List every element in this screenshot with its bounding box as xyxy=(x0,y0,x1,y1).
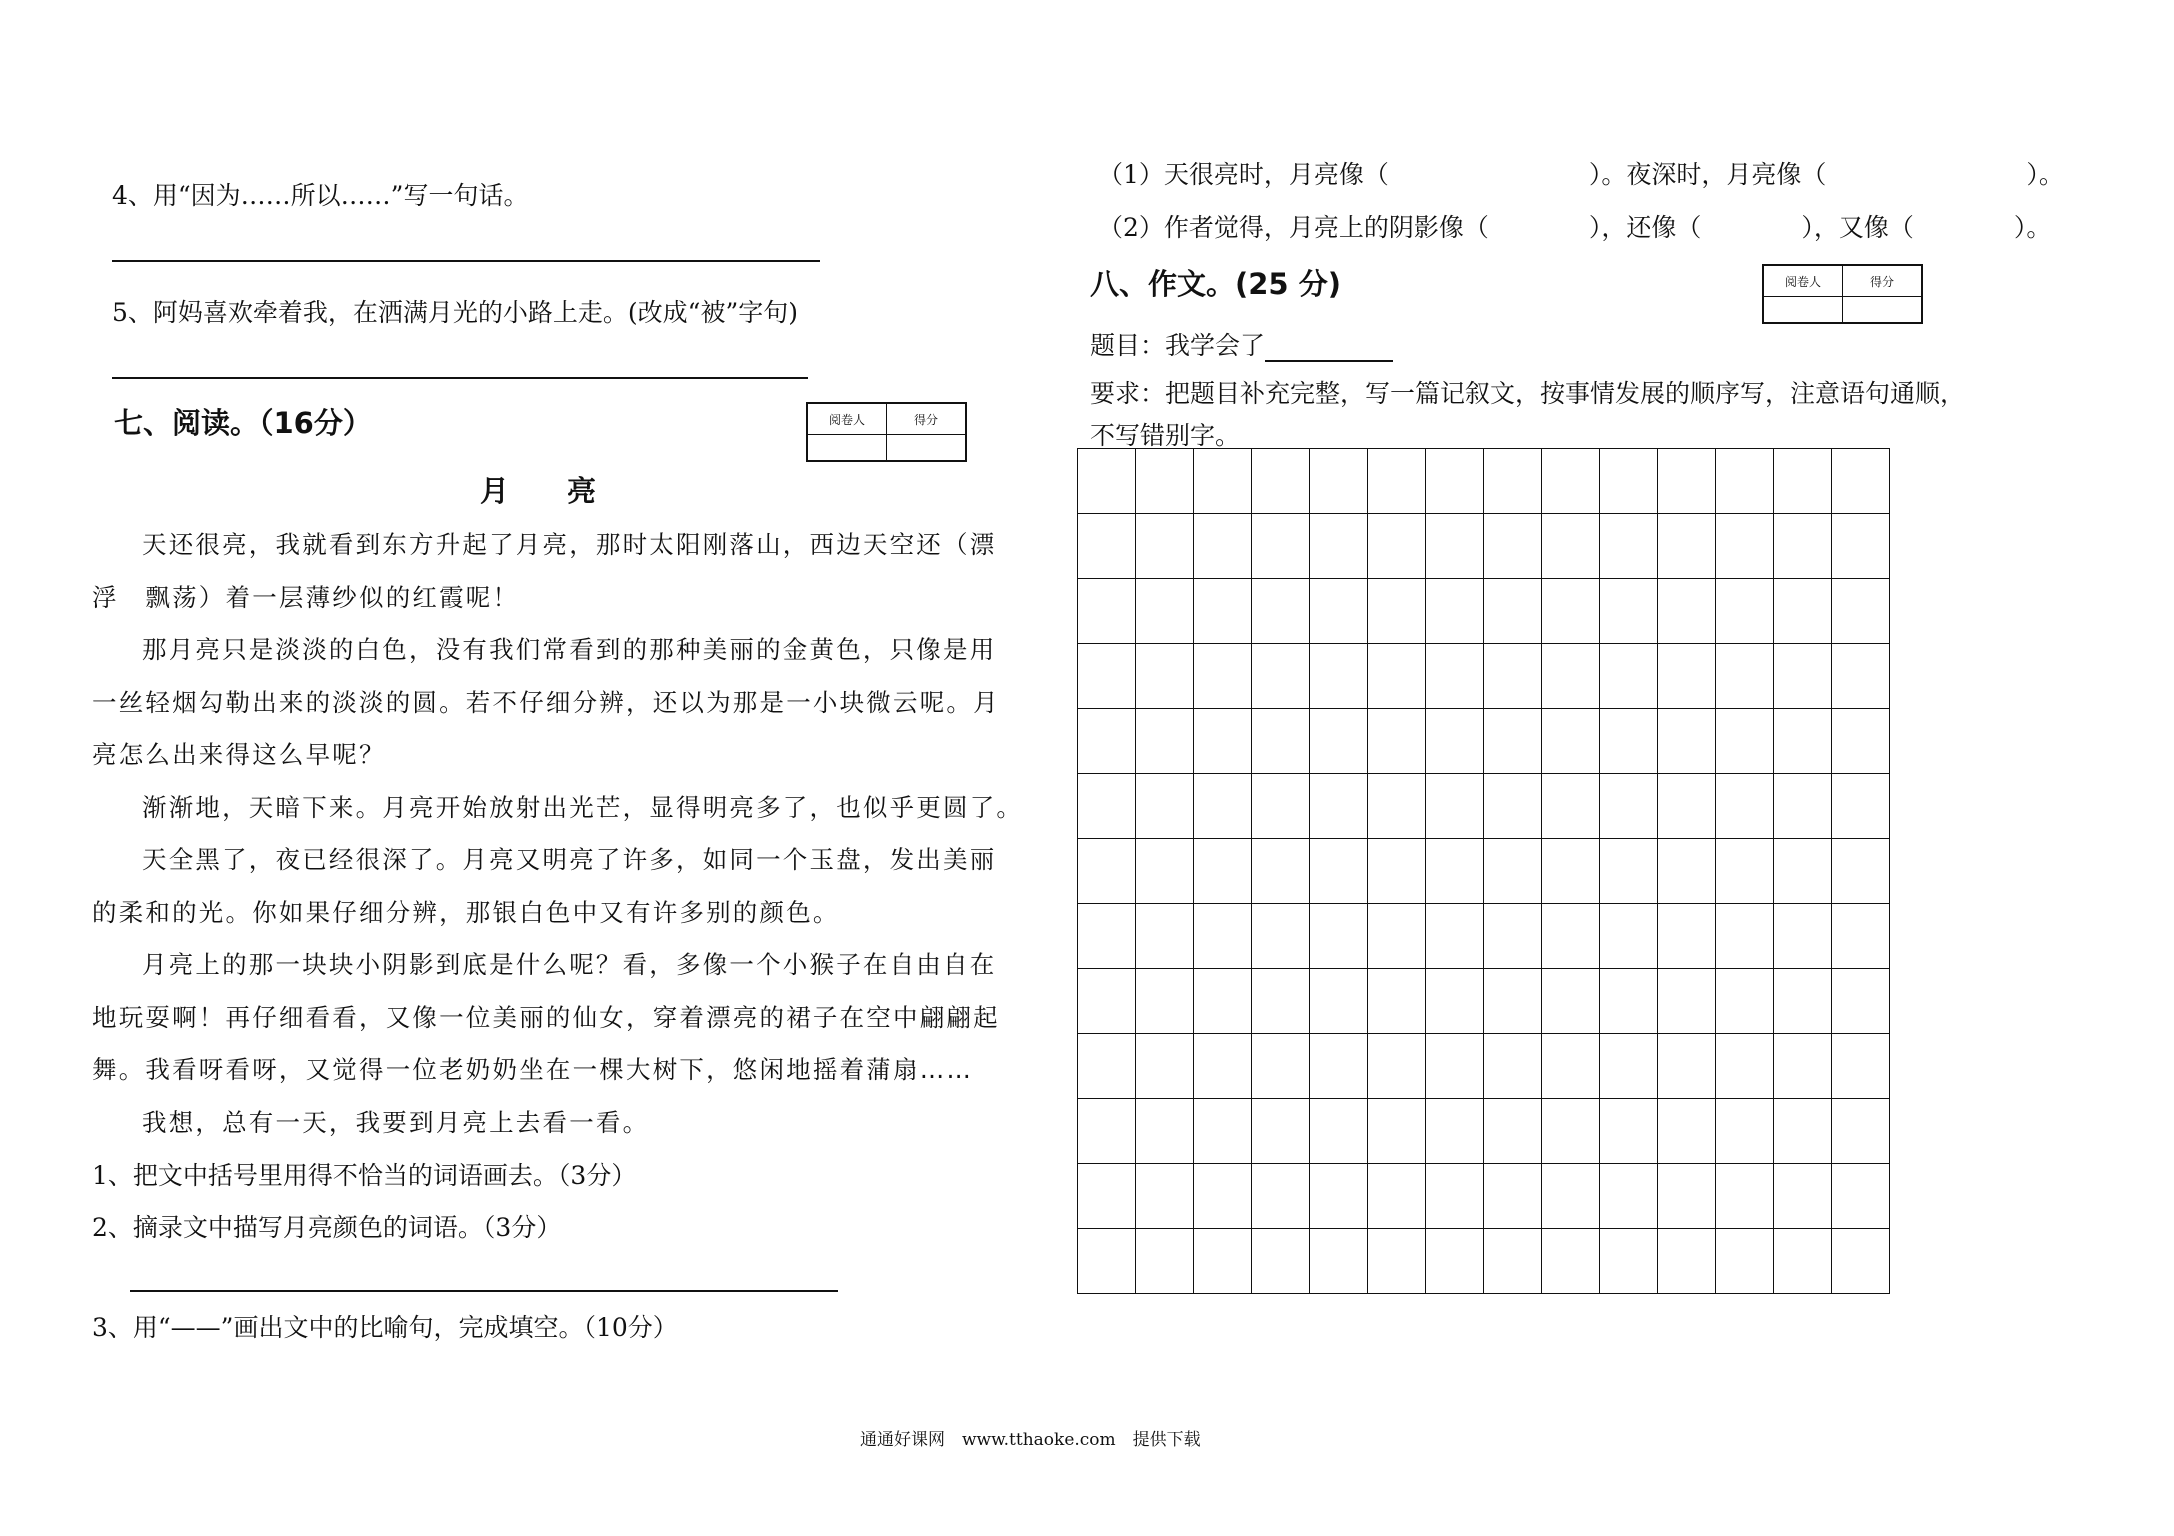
composition-grid xyxy=(1077,448,1890,1294)
paragraph-line: 一丝轻烟勾勒出来的淡淡的圆。若不仔细分辨，还以为那是一小块微云呢。月 xyxy=(92,688,1000,717)
grid-cell xyxy=(1368,579,1426,644)
grid-cell xyxy=(1542,709,1600,774)
grid-cell xyxy=(1194,1164,1252,1229)
grid-cell xyxy=(1600,449,1658,514)
grid-cell xyxy=(1832,709,1890,774)
grid-cell xyxy=(1078,579,1136,644)
grid-cell xyxy=(1716,904,1774,969)
grid-cell xyxy=(1252,969,1310,1034)
grid-cell xyxy=(1542,644,1600,709)
grid-cell xyxy=(1484,644,1542,709)
grid-cell xyxy=(1832,1164,1890,1229)
section-7-heading: 七、阅读。（16分） xyxy=(114,406,372,440)
fill-in-2: （2）作者觉得，月亮上的阴影像（ ），还像（ ），又像（ ）。 xyxy=(1098,213,2052,242)
grid-cell xyxy=(1832,1034,1890,1099)
grid-cell xyxy=(1078,774,1136,839)
grid-cell xyxy=(1194,449,1252,514)
grid-cell xyxy=(1078,1034,1136,1099)
grid-row xyxy=(1078,1229,1890,1294)
grid-cell xyxy=(1078,969,1136,1034)
footer-credit: 通通好课网 www.tthaoke.com 提供下载 xyxy=(860,1430,1201,1450)
grid-cell xyxy=(1484,969,1542,1034)
grid-row xyxy=(1078,774,1890,839)
grid-cell xyxy=(1484,904,1542,969)
grid-cell xyxy=(1774,644,1832,709)
grid-cell xyxy=(1658,774,1716,839)
grid-cell xyxy=(1484,1034,1542,1099)
grid-cell xyxy=(1658,709,1716,774)
grid-cell xyxy=(1078,644,1136,709)
grid-cell xyxy=(1426,579,1484,644)
grid-cell xyxy=(1600,709,1658,774)
grid-cell xyxy=(1078,1099,1136,1164)
grid-cell xyxy=(1194,969,1252,1034)
score-box-composition xyxy=(1762,264,1923,324)
grid-cell xyxy=(1252,904,1310,969)
grid-cell xyxy=(1774,1099,1832,1164)
grid-row xyxy=(1078,969,1890,1034)
reviewer-cell xyxy=(807,435,887,462)
requirement-line-1: 要求：把题目补充完整，写一篇记叙文，按事情发展的顺序写，注意语句通顺， xyxy=(1090,379,1966,408)
grid-cell xyxy=(1136,904,1194,969)
grid-cell xyxy=(1368,709,1426,774)
grid-cell xyxy=(1136,969,1194,1034)
grid-cell xyxy=(1252,1099,1310,1164)
grid-cell xyxy=(1716,1229,1774,1294)
grid-cell xyxy=(1774,774,1832,839)
grid-cell xyxy=(1194,579,1252,644)
grid-cell xyxy=(1484,449,1542,514)
grid-cell xyxy=(1542,1034,1600,1099)
grid-cell xyxy=(1078,839,1136,904)
grid-cell xyxy=(1832,969,1890,1034)
grid-cell xyxy=(1658,1099,1716,1164)
grid-cell xyxy=(1658,449,1716,514)
grid-cell xyxy=(1716,1099,1774,1164)
grid-cell xyxy=(1774,514,1832,579)
grid-cell xyxy=(1252,1164,1310,1229)
grid-cell xyxy=(1252,1229,1310,1294)
grid-cell xyxy=(1310,904,1368,969)
paragraph-line: 浮 飘荡）着一层薄纱似的红霞呢！ xyxy=(92,583,520,612)
grid-cell xyxy=(1484,514,1542,579)
grid-cell xyxy=(1716,1164,1774,1229)
paragraph-line: 月亮上的那一块块小阴影到底是什么呢？看，多像一个小猴子在自由自在 xyxy=(142,950,997,979)
paragraph-line: 那月亮只是淡淡的白色，没有我们常看到的那种美丽的金黄色，只像是用 xyxy=(142,635,997,664)
grid-cell xyxy=(1832,449,1890,514)
section-8-heading: 八、作文。(25 分) xyxy=(1090,267,1341,301)
reviewer-cell xyxy=(1763,297,1843,324)
grid-cell xyxy=(1600,1034,1658,1099)
grid-cell xyxy=(1310,1164,1368,1229)
grid-cell xyxy=(1136,774,1194,839)
grid-cell xyxy=(1484,1099,1542,1164)
grid-cell xyxy=(1600,1229,1658,1294)
grid-cell xyxy=(1658,904,1716,969)
grid-cell xyxy=(1310,1229,1368,1294)
grid-cell xyxy=(1310,1099,1368,1164)
grid-cell xyxy=(1136,1099,1194,1164)
grid-cell xyxy=(1832,1099,1890,1164)
grid-cell xyxy=(1484,774,1542,839)
grid-cell xyxy=(1716,449,1774,514)
composition-topic xyxy=(1090,326,1393,362)
grid-cell xyxy=(1426,904,1484,969)
grid-cell xyxy=(1774,969,1832,1034)
grid-cell xyxy=(1774,904,1832,969)
question-5: 5、阿妈喜欢牵着我，在洒满月光的小路上走。(改成“被”字句) xyxy=(112,298,798,327)
grid-cell xyxy=(1774,1164,1832,1229)
topic-text: 题目：我学会了 xyxy=(1090,331,1266,360)
answer-line-4 xyxy=(112,260,820,262)
grid-row xyxy=(1078,709,1890,774)
grid-cell xyxy=(1832,839,1890,904)
grid-row xyxy=(1078,904,1890,969)
grid-cell xyxy=(1600,1099,1658,1164)
grid-cell xyxy=(1310,774,1368,839)
grid-cell xyxy=(1310,579,1368,644)
grid-cell xyxy=(1136,1229,1194,1294)
paragraph-line: 的柔和的光。你如果仔细分辨，那银白色中又有许多别的颜色。 xyxy=(92,898,840,927)
grid-cell xyxy=(1368,1164,1426,1229)
grid-cell xyxy=(1600,514,1658,579)
grid-cell xyxy=(1136,449,1194,514)
reading-question-1: 1、把文中括号里用得不恰当的词语画去。（3分） xyxy=(92,1161,637,1190)
grid-cell xyxy=(1658,579,1716,644)
grid-cell xyxy=(1136,839,1194,904)
reviewer-label: 阅卷人 xyxy=(1763,265,1843,297)
grid-cell xyxy=(1484,709,1542,774)
grid-cell xyxy=(1310,644,1368,709)
grid-cell xyxy=(1600,904,1658,969)
grid-cell xyxy=(1832,514,1890,579)
score-label: 得分 xyxy=(887,403,967,435)
grid-cell xyxy=(1484,1229,1542,1294)
grid-cell xyxy=(1194,839,1252,904)
grid-cell xyxy=(1368,969,1426,1034)
grid-cell xyxy=(1194,709,1252,774)
paragraph-line: 渐渐地，天暗下来。月亮开始放射出光芒，显得明亮多了，也似乎更圆了。 xyxy=(142,793,1024,822)
grid-cell xyxy=(1426,839,1484,904)
grid-cell xyxy=(1078,449,1136,514)
requirement-line-2: 不写错别字。 xyxy=(1090,421,1241,450)
grid-cell xyxy=(1368,904,1426,969)
grid-cell xyxy=(1832,579,1890,644)
grid-cell xyxy=(1832,1229,1890,1294)
grid-cell xyxy=(1136,579,1194,644)
grid-cell xyxy=(1426,514,1484,579)
paragraph-line: 舞。我看呀看呀，又觉得一位老奶奶坐在一棵大树下，悠闲地摇着蒲扇…… xyxy=(92,1055,974,1084)
grid-cell xyxy=(1658,514,1716,579)
grid-cell xyxy=(1078,1229,1136,1294)
grid-cell xyxy=(1716,644,1774,709)
reviewer-label: 阅卷人 xyxy=(807,403,887,435)
grid-row xyxy=(1078,449,1890,514)
grid-cell xyxy=(1136,709,1194,774)
grid-cell xyxy=(1542,1164,1600,1229)
grid-cell xyxy=(1426,774,1484,839)
grid-cell xyxy=(1658,1229,1716,1294)
grid-cell xyxy=(1368,1099,1426,1164)
grid-cell xyxy=(1600,579,1658,644)
grid-cell xyxy=(1658,644,1716,709)
grid-cell xyxy=(1426,644,1484,709)
grid-cell xyxy=(1426,1229,1484,1294)
grid-cell xyxy=(1600,774,1658,839)
grid-cell xyxy=(1078,904,1136,969)
grid-cell xyxy=(1658,1164,1716,1229)
grid-cell xyxy=(1426,1034,1484,1099)
grid-cell xyxy=(1252,579,1310,644)
story-title: 月 亮 xyxy=(480,474,597,508)
grid-cell xyxy=(1194,644,1252,709)
grid-cell xyxy=(1368,449,1426,514)
grid-cell xyxy=(1484,579,1542,644)
grid-cell xyxy=(1310,1034,1368,1099)
grid-cell xyxy=(1600,839,1658,904)
grid-cell xyxy=(1194,1034,1252,1099)
grid-cell xyxy=(1368,644,1426,709)
grid-cell xyxy=(1600,1164,1658,1229)
grid-cell xyxy=(1484,839,1542,904)
grid-cell xyxy=(1078,1164,1136,1229)
grid-cell xyxy=(1658,839,1716,904)
grid-cell xyxy=(1310,514,1368,579)
grid-cell xyxy=(1542,579,1600,644)
grid-cell xyxy=(1774,1034,1832,1099)
grid-cell xyxy=(1716,514,1774,579)
grid-cell xyxy=(1368,1229,1426,1294)
grid-cell xyxy=(1252,1034,1310,1099)
paragraph-line: 亮怎么出来得这么早呢？ xyxy=(92,740,386,769)
grid-cell xyxy=(1716,839,1774,904)
grid-cell xyxy=(1774,709,1832,774)
grid-cell xyxy=(1252,449,1310,514)
grid-cell xyxy=(1774,579,1832,644)
grid-cell xyxy=(1774,449,1832,514)
grid-cell xyxy=(1600,644,1658,709)
grid-cell xyxy=(1310,709,1368,774)
grid-cell xyxy=(1426,1099,1484,1164)
grid-cell xyxy=(1658,969,1716,1034)
grid-cell xyxy=(1136,1034,1194,1099)
grid-cell xyxy=(1310,969,1368,1034)
grid-cell xyxy=(1832,774,1890,839)
grid-cell xyxy=(1136,514,1194,579)
grid-row xyxy=(1078,1164,1890,1229)
grid-cell xyxy=(1426,449,1484,514)
paragraph-line: 天全黑了，夜已经很深了。月亮又明亮了许多，如同一个玉盘，发出美丽 xyxy=(142,845,997,874)
grid-cell xyxy=(1774,1229,1832,1294)
paragraph-line: 天还很亮，我就看到东方升起了月亮，那时太阳刚落山，西边天空还（漂 xyxy=(142,530,997,559)
grid-cell xyxy=(1368,839,1426,904)
grid-cell xyxy=(1194,774,1252,839)
grid-cell xyxy=(1368,774,1426,839)
grid-cell xyxy=(1426,969,1484,1034)
paragraph-line: 我想，总有一天，我要到月亮上去看一看。 xyxy=(142,1108,650,1137)
grid-cell xyxy=(1774,839,1832,904)
grid-cell xyxy=(1078,514,1136,579)
score-cell xyxy=(887,435,967,462)
score-box-reading xyxy=(806,402,967,462)
answer-line-reading-2 xyxy=(130,1290,838,1292)
answer-line-5 xyxy=(112,377,808,379)
grid-cell xyxy=(1484,1164,1542,1229)
grid-cell xyxy=(1252,644,1310,709)
grid-cell xyxy=(1716,579,1774,644)
grid-cell xyxy=(1252,839,1310,904)
score-label: 得分 xyxy=(1843,265,1923,297)
grid-cell xyxy=(1426,1164,1484,1229)
grid-cell xyxy=(1600,969,1658,1034)
grid-cell xyxy=(1136,644,1194,709)
grid-cell xyxy=(1542,774,1600,839)
grid-row xyxy=(1078,514,1890,579)
grid-cell xyxy=(1832,644,1890,709)
grid-row xyxy=(1078,1099,1890,1164)
grid-cell xyxy=(1252,709,1310,774)
reading-question-3: 3、用“——”画出文中的比喻句，完成填空。（10分） xyxy=(92,1313,678,1342)
grid-cell xyxy=(1136,1164,1194,1229)
question-4: 4、用“因为……所以……”写一句话。 xyxy=(112,181,529,210)
grid-cell xyxy=(1716,969,1774,1034)
grid-cell xyxy=(1542,449,1600,514)
grid-cell xyxy=(1832,904,1890,969)
grid-cell xyxy=(1252,514,1310,579)
grid-cell xyxy=(1542,969,1600,1034)
grid-cell xyxy=(1716,709,1774,774)
grid-cell xyxy=(1542,839,1600,904)
grid-cell xyxy=(1194,514,1252,579)
grid-cell xyxy=(1194,904,1252,969)
grid-cell xyxy=(1658,1034,1716,1099)
reading-question-2: 2、摘录文中描写月亮颜色的词语。（3分） xyxy=(92,1213,562,1242)
grid-cell xyxy=(1716,774,1774,839)
grid-row xyxy=(1078,579,1890,644)
grid-cell xyxy=(1078,709,1136,774)
grid-row xyxy=(1078,839,1890,904)
score-cell xyxy=(1843,297,1923,324)
grid-cell xyxy=(1542,1099,1600,1164)
grid-cell xyxy=(1252,774,1310,839)
topic-blank xyxy=(1265,336,1393,362)
grid-cell xyxy=(1194,1229,1252,1294)
grid-cell xyxy=(1426,709,1484,774)
grid-row xyxy=(1078,644,1890,709)
paragraph-line: 地玩耍啊！再仔细看看，又像一位美丽的仙女，穿着漂亮的裙子在空中翩翩起 xyxy=(92,1003,1000,1032)
grid-cell xyxy=(1368,514,1426,579)
grid-cell xyxy=(1310,449,1368,514)
grid-cell xyxy=(1542,1229,1600,1294)
fill-in-1: （1）天很亮时，月亮像（ ）。夜深时，月亮像（ ）。 xyxy=(1098,160,2064,189)
grid-cell xyxy=(1310,839,1368,904)
grid-cell xyxy=(1542,514,1600,579)
grid-cell xyxy=(1194,1099,1252,1164)
grid-cell xyxy=(1716,1034,1774,1099)
grid-cell xyxy=(1542,904,1600,969)
grid-row xyxy=(1078,1034,1890,1099)
grid-cell xyxy=(1368,1034,1426,1099)
